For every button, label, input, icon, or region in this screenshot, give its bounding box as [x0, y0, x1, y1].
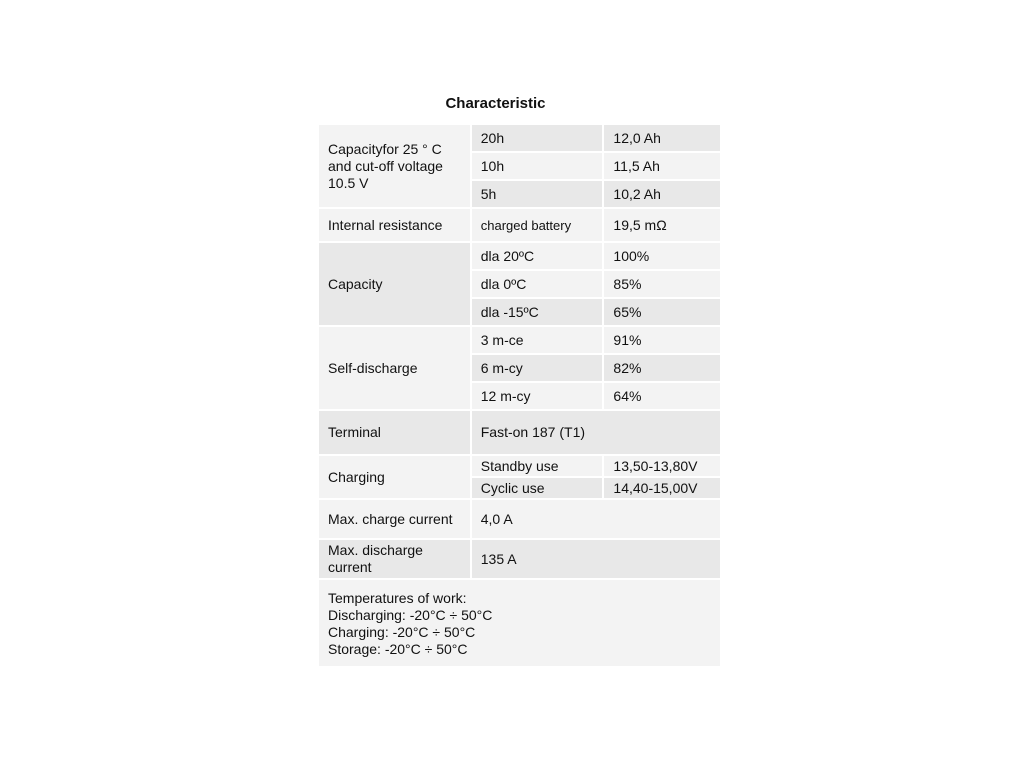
- value-cell: 10,2 Ah: [604, 181, 720, 207]
- param-cell: dla -15ºC: [472, 299, 603, 325]
- param-cell: 6 m-cy: [472, 355, 603, 381]
- characteristic-table: [317, 123, 722, 668]
- row-label-max-discharge: Max. discharge current: [319, 540, 470, 578]
- value-cell: 12,0 Ah: [604, 125, 720, 151]
- temperature-discharging: Discharging: -20°C ÷ 50°C: [328, 607, 493, 623]
- table-row: [319, 500, 720, 538]
- row-label-internal-resistance: Internal resistance: [319, 209, 470, 241]
- row-label-self-discharge: Self-discharge: [319, 327, 470, 409]
- value-cell: 4,0 A: [472, 500, 720, 538]
- value-cell: 64%: [604, 383, 720, 409]
- temperatures-cell: [319, 580, 720, 666]
- table-row: [319, 125, 720, 151]
- param-cell: dla 0ºC: [472, 271, 603, 297]
- row-label-capacity: Capacity: [319, 243, 470, 325]
- table-row: [319, 456, 720, 476]
- table-row: [319, 580, 720, 666]
- table-row: [319, 243, 720, 269]
- param-cell: charged battery: [472, 209, 603, 241]
- param-cell: Standby use: [472, 456, 603, 476]
- temperature-charging: Charging: -20°C ÷ 50°C: [328, 624, 476, 640]
- param-cell: 5h: [472, 181, 603, 207]
- value-cell: 82%: [604, 355, 720, 381]
- value-cell: 19,5 mΩ: [604, 209, 720, 241]
- temperatures-heading: Temperatures of work:: [328, 590, 467, 606]
- value-cell: 91%: [604, 327, 720, 353]
- temperature-storage: Storage: -20°C ÷ 50°C: [328, 641, 468, 657]
- param-cell: dla 20ºC: [472, 243, 603, 269]
- value-cell: 13,50-13,80V: [604, 456, 720, 476]
- value-cell: 11,5 Ah: [604, 153, 720, 179]
- table-title: Characteristic: [445, 95, 546, 112]
- value-cell: 14,40-15,00V: [604, 478, 720, 498]
- value-cell: 135 A: [472, 540, 720, 578]
- value-cell: 85%: [604, 271, 720, 297]
- param-cell: 12 m-cy: [472, 383, 603, 409]
- table-row: [319, 209, 720, 241]
- value-cell: 100%: [604, 243, 720, 269]
- value-cell: 65%: [604, 299, 720, 325]
- value-cell: Fast-on 187 (T1): [472, 411, 720, 454]
- row-label-terminal: Terminal: [319, 411, 470, 454]
- row-label-capacity-cutoff: Capacityfor 25 ° C and cut-off voltage 10.5 V: [319, 125, 470, 207]
- param-cell: 3 m-ce: [472, 327, 603, 353]
- row-label-max-charge: Max. charge current: [319, 500, 470, 538]
- table-row: [319, 327, 720, 353]
- param-cell: Cyclic use: [472, 478, 603, 498]
- param-cell: 10h: [472, 153, 603, 179]
- param-cell: 20h: [472, 125, 603, 151]
- table-row: [319, 411, 720, 454]
- table-row: [319, 540, 720, 578]
- row-label-charging: Charging: [319, 456, 470, 498]
